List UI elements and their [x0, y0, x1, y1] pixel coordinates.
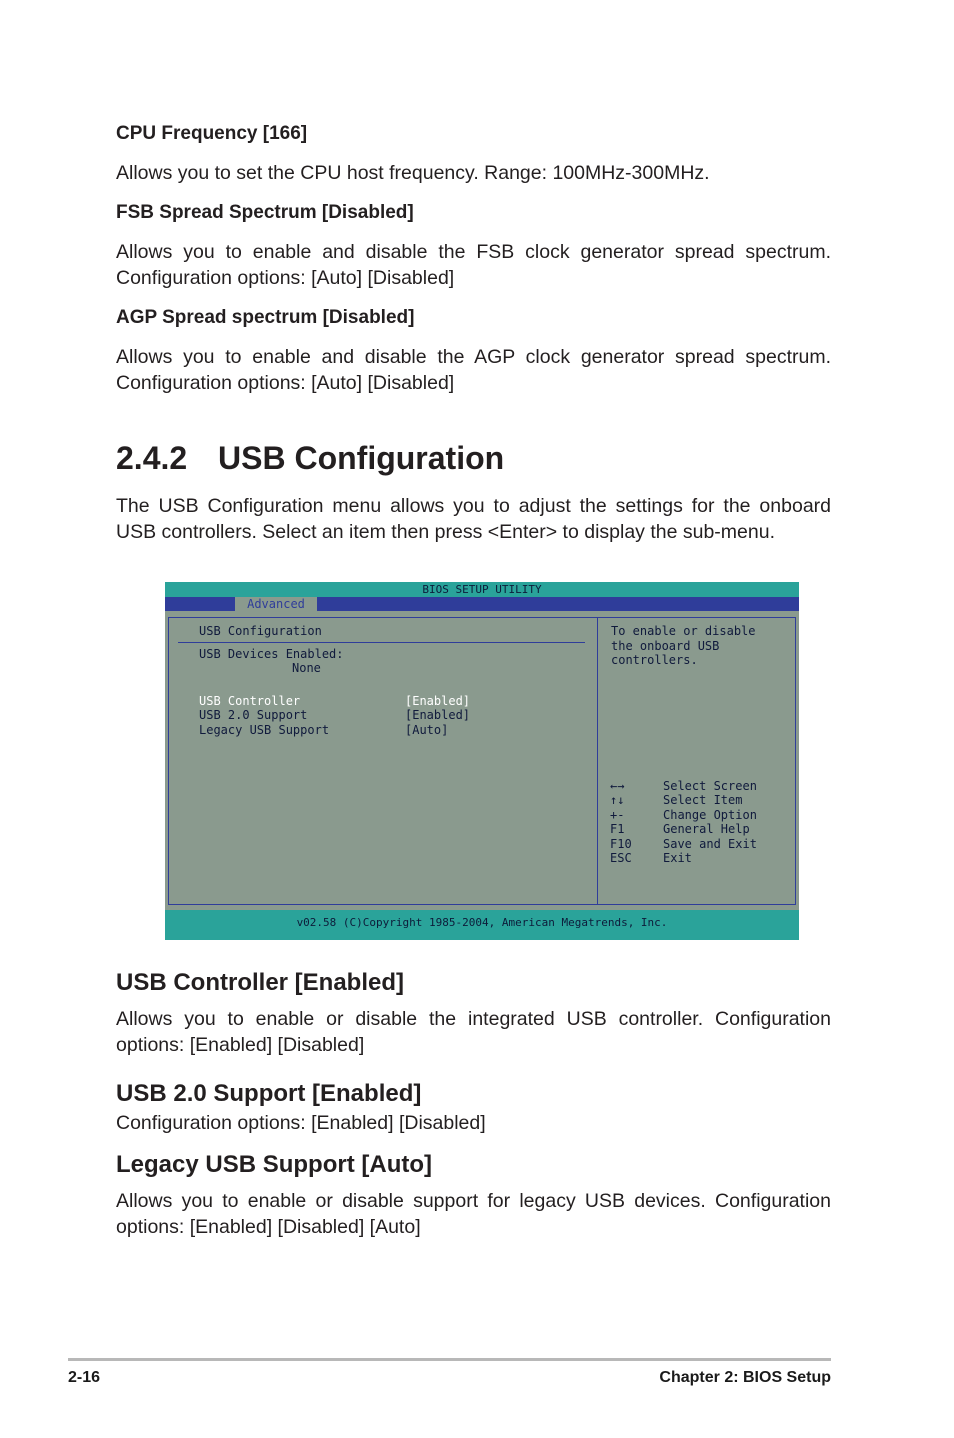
- bios-devices-label: USB Devices Enabled:: [199, 647, 344, 661]
- bios-help-panel: [597, 617, 796, 905]
- footer-rule: [68, 1358, 831, 1361]
- bios-key: ↑↓: [610, 793, 625, 807]
- usb-controller-description: Allows you to enable or disable the integrated USB controller. Configuration options: [Enabled] [Disabled]: [116, 1008, 831, 1056]
- bios-panel-heading: USB Configuration: [199, 624, 322, 638]
- usb-controller-heading: USB Controller [Enabled]: [116, 969, 405, 996]
- bios-heading-divider: [178, 642, 585, 643]
- chapter-label: Chapter 2: BIOS Setup: [659, 1369, 831, 1386]
- bios-item-legacy-usb[interactable]: Legacy USB Support: [199, 723, 330, 737]
- bios-value-usb-controller[interactable]: [Enabled]: [405, 694, 471, 708]
- agp-spread-description: Allows you to enable and disable the AGP clock generator spread spectrum. Configuration options: [Auto] [Disabled]: [116, 346, 831, 394]
- legacy-usb-description: Allows you to enable or disable support for legacy USB devices. Configuration options: [Enabled] [Disabled] [Auto]: [116, 1190, 831, 1238]
- section-title: USB Configuration: [218, 440, 505, 476]
- usb20-support-description: Configuration options: [Enabled] [Disabled]: [116, 1112, 486, 1134]
- page-number: 2-16: [68, 1369, 101, 1386]
- fsb-spread-description: Allows you to enable and disable the FSB clock generator spread spectrum. Configuration options: [Auto] [Disabled]: [116, 241, 831, 289]
- bios-key-action: General Help: [663, 822, 750, 836]
- bios-item-usb20-support[interactable]: USB 2.0 Support: [199, 708, 308, 722]
- bios-menu-bar: [165, 597, 799, 611]
- bios-key-action: Save and Exit: [663, 837, 757, 851]
- bios-key: ←→: [610, 779, 625, 793]
- bios-title-bar: BIOS SETUP UTILITY: [165, 582, 799, 597]
- bios-copyright-bar: v02.58 (C)Copyright 1985-2004, American Megatrends, Inc.: [165, 910, 799, 940]
- bios-value-usb20-support[interactable]: [Enabled]: [405, 708, 471, 722]
- agp-spread-heading: AGP Spread spectrum [Disabled]: [116, 307, 415, 328]
- bios-key: F1: [610, 822, 625, 836]
- bios-help-text: To enable or disable the onboard USB controllers.: [611, 624, 756, 668]
- bios-key-action: Exit: [663, 851, 692, 865]
- section-intro: The USB Configuration menu allows you to adjust the settings for the onboard USB controllers. Select an item then press <Enter> to display the sub-menu.: [116, 495, 831, 543]
- bios-key-action: Select Screen: [663, 779, 757, 793]
- section-number: 2.4.2: [116, 440, 188, 476]
- legacy-usb-heading: Legacy USB Support [Auto]: [116, 1151, 432, 1178]
- bios-settings-panel: [168, 617, 598, 905]
- bios-key-action: Select Item: [663, 793, 743, 807]
- bios-key-action: Change Option: [663, 808, 757, 822]
- cpu-frequency-heading: CPU Frequency [166]: [116, 123, 308, 144]
- usb20-support-heading: USB 2.0 Support [Enabled]: [116, 1080, 422, 1107]
- bios-key: F10: [610, 837, 632, 851]
- bios-key: ESC: [610, 851, 632, 865]
- fsb-spread-heading: FSB Spread Spectrum [Disabled]: [116, 202, 414, 223]
- bios-tab-advanced[interactable]: Advanced: [235, 597, 317, 611]
- bios-key: +-: [610, 808, 625, 822]
- bios-screenshot: [165, 582, 799, 940]
- bios-value-legacy-usb[interactable]: [Auto]: [405, 723, 449, 737]
- bios-devices-value: None: [292, 661, 321, 675]
- bios-item-usb-controller[interactable]: USB Controller: [199, 694, 301, 708]
- cpu-frequency-description: Allows you to set the CPU host frequency. Range: 100MHz-300MHz.: [116, 162, 710, 184]
